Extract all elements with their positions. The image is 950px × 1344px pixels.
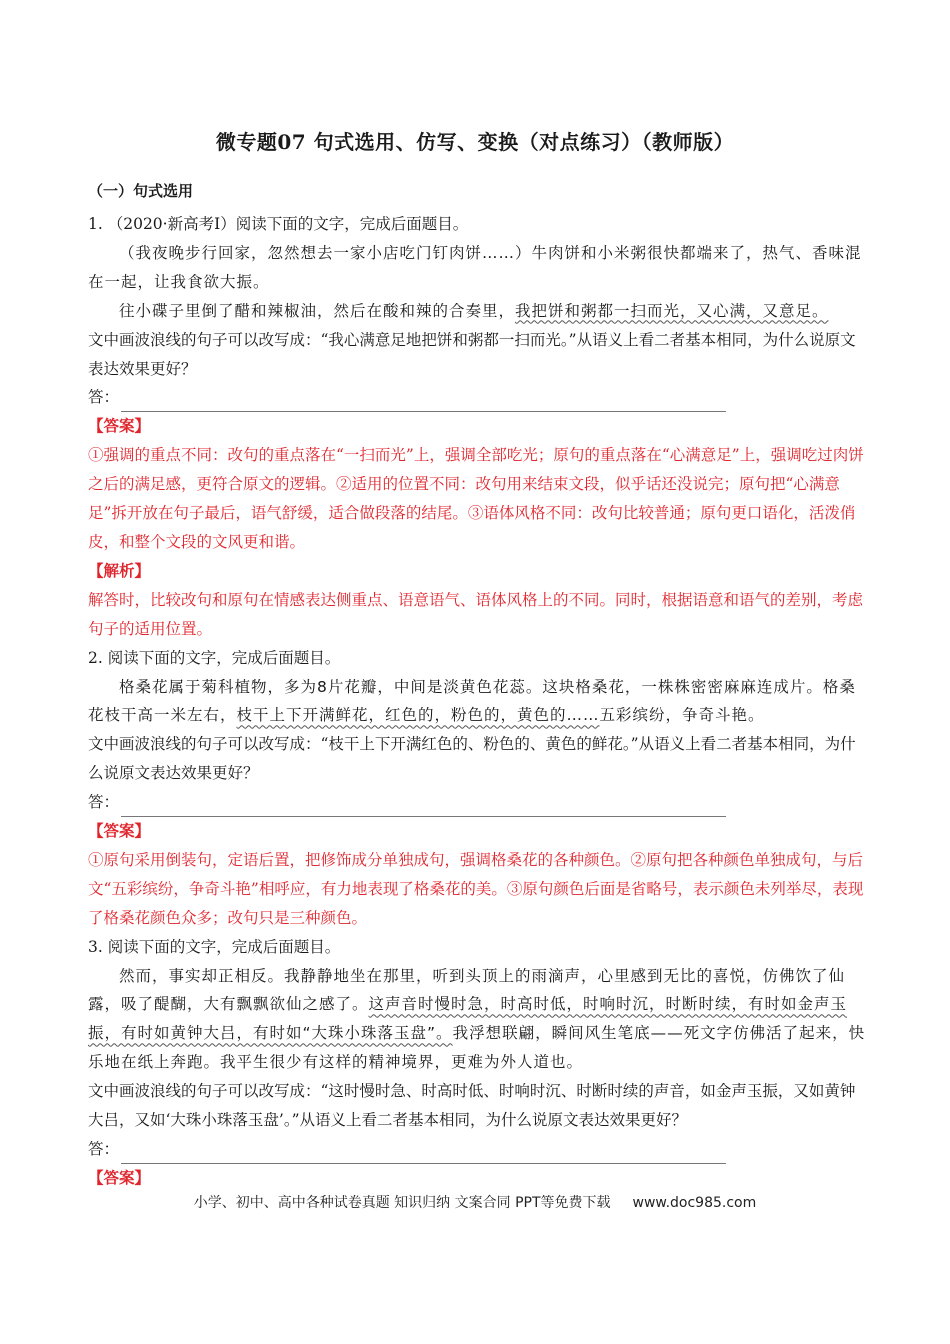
q3-answer-tag: 【答案】 [88, 1167, 151, 1187]
page-title: 微专题07 句式选用、仿写、变换（对点练习）（教师版） [215, 130, 735, 154]
q2-passage-plain-1: 格桑花属于菊科植物，多为8片花瓣，中间是淡黄色花蕊。这块格桑花，一株株密密麻麻连成片。格桑花枝干高一米左右， [88, 677, 856, 725]
footer-site-link[interactable]: www.doc985.com [632, 1195, 757, 1211]
q2-passage [88, 673, 868, 731]
content [88, 210, 868, 1193]
q1-analysis-tag: 【解析】 [88, 560, 151, 580]
page-footer [0, 1192, 950, 1212]
q3-stem: 3. 阅读下面的文字，完成后面题目。 [88, 937, 341, 956]
q2-stem: 2. 阅读下面的文字，完成后面题目。 [88, 648, 341, 667]
q1-wavy-sentence: 我把饼和粥都一扫而光，又心满，又意足。 [515, 301, 829, 320]
q1-passage-2-plain: 往小碟子里倒了醋和辣椒油，然后在酸和辣的合奏里， [119, 301, 516, 320]
answer-rule [121, 802, 726, 817]
q1-stem: 1. （2020·新高考Ⅰ）阅读下面的文字，完成后面题目。 [88, 215, 469, 233]
q3-passage [88, 962, 868, 1078]
q3-question: 文中画波浪线的句子可以改写成：“这时慢时急、时高时低、时响时沉、时断时续的声音，如金声玉振，又如黄钟大吕，又如‘大珠小珠落玉盘’。”从语义上看二者基本相同，为什么说原文表达效果更好？ [88, 1082, 856, 1130]
q3-passage-plain-2: 我浮想联翩，瞬间风生笔底——死文字仿佛活了起来，快乐地在纸上奔跑。我平生很少有这样的精神境界，更难为外人道也。 [88, 1024, 866, 1072]
section-heading: （一）句式选用 [88, 182, 194, 200]
q2-passage-plain-2: 五彩缤纷，争奇斗艳。 [599, 706, 765, 725]
q1-answer-tag: 【答案】 [88, 416, 151, 436]
q1-question: 文中画波浪线的句子可以改写成：“我心满意足地把饼和粥都一扫而光。”从语义上看二者基本相同，为什么说原文表达效果更好？ [88, 330, 856, 378]
q2-answer-tag: 【答案】 [88, 821, 151, 841]
answer-prompt: 答： [88, 793, 120, 812]
q2-answer: ①原句采用倒装句，定语后置，把修饰成分单独成句，强调格桑花的各种颜色。②原句把各种颜色单独成句，与后文“五彩缤纷，争奇斗艳”相呼应，有力地表现了格桑花的美。③原句颜色后面是省略号，表示颜色未列举尽，表现了格桑花颜色众多；改句只是三种颜色。 [88, 850, 864, 927]
answer-rule [121, 397, 726, 412]
q3-passage-plain-1: 然而，事实却正相反。我静静地坐在那里，听到头顶上的雨滴声，心里感到无比的喜悦，仿佛饮了仙露，吸了醍醐，大有飘飘欲仙之感了。 [88, 966, 846, 1014]
q2-question: 文中画波浪线的句子可以改写成：“枝干上下开满红色的、粉色的、黄色的鲜花。”从语义上看二者基本相同，为什么说原文表达效果更好？ [88, 735, 856, 783]
q1-analysis: 解答时，比较改句和原句在情感表达侧重点、语意语气、语体风格上的不同。同时，根据语意和语气的差别，考虑句子的适用位置。 [88, 590, 864, 638]
q1-answer-line [88, 383, 868, 412]
q2-answer-line [88, 788, 868, 817]
q3-wavy-sentence: 这声音时慢时急，时高时低，时响时沉，时断时续，有时如金声玉振，有时如黄钟大吕，有时如“大珠小珠落玉盘”。 [88, 995, 848, 1043]
answer-rule [121, 1149, 726, 1164]
answer-prompt: 答： [88, 388, 120, 407]
q2-wavy-sentence: 枝干上下开满鲜花，红色的，粉色的，黄色的…… [236, 706, 600, 725]
q1-answer: ①强调的重点不同：改句的重点落在“一扫而光”上，强调全部吃光；原句的重点落在“心满意足”上，强调吃过肉饼之后的满足感，更符合原文的逻辑。②适用的位置不同：改句用来结束文段，似乎话还没说完；原句把“心满意足”拆开放在句子最后，语气舒缓，适合做段落的结尾。③语体风格不同：改句比较普通；原句更口语化，活泼俏皮，和整个文段的文风更和谐。 [88, 446, 864, 551]
q1-passage-1: （我夜晚步行回家，忽然想去一家小店吃门钉肉饼……）牛肉饼和小米粥很快都端来了，热气、香味混在一起，让我食欲大振。 [88, 243, 862, 291]
q1-passage-2 [88, 297, 868, 326]
footer-text: 小学、初中、高中各种试卷真题 知识归纳 文案合同 PPT等免费下载 [193, 1195, 611, 1211]
q3-answer-line [88, 1135, 868, 1164]
answer-prompt: 答： [88, 1140, 120, 1158]
